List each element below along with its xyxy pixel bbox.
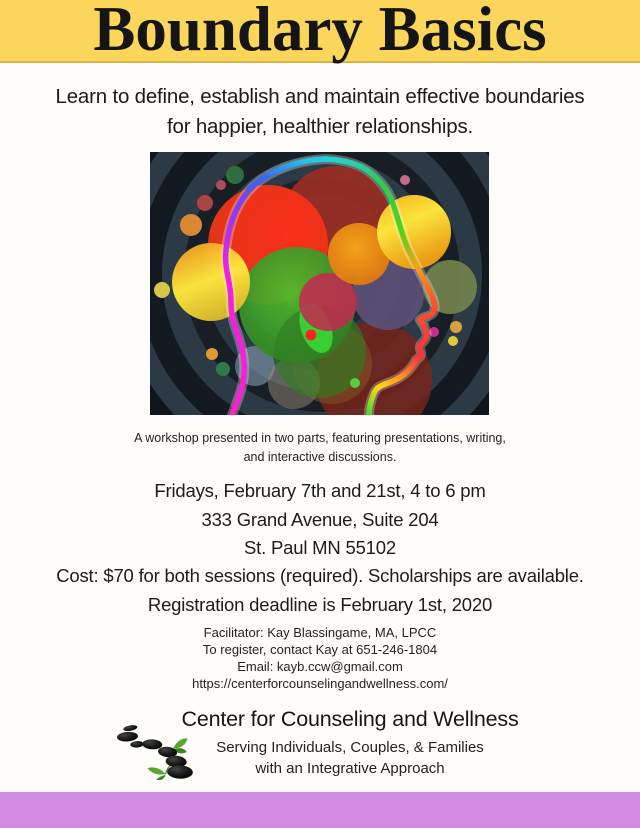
schedule-block: [0, 477, 640, 563]
organization-tagline-2: with an Integrative Approach: [255, 760, 445, 777]
website-line: https://centerforcounselingandwellness.com/: [192, 676, 448, 691]
organization-name: Center for Counseling and Wellness: [181, 707, 519, 731]
cost-block: [0, 562, 640, 619]
contact-block: [0, 624, 640, 692]
schedule-city: St. Paul MN 55102: [244, 537, 396, 558]
deadline-line: Registration deadline is February 1st, 2020: [147, 593, 493, 615]
organization-tagline-1: Serving Individuals, Couples, & Families: [216, 739, 484, 756]
footer-banner: [0, 792, 640, 828]
phone-line: To register, contact Kay at 651-246-1804: [202, 642, 438, 657]
caption-line-2: and interactive discussions.: [243, 449, 397, 464]
cost-line: Cost: $70 for both sessions (required). Scholarships are available.: [56, 565, 584, 586]
caption-line-1: A workshop presented in two parts, featuring presentations, writing,: [134, 431, 506, 445]
header-banner: [0, 0, 640, 63]
intro-text: [0, 82, 640, 142]
organization-block: [0, 704, 640, 779]
schedule-address: 333 Grand Avenue, Suite 204: [201, 508, 439, 530]
email-line: Email: kayb.ccw@gmail.com: [237, 659, 403, 674]
page-title: Boundary Basics: [93, 0, 547, 64]
intro-line-2: for happier, healthier relationships.: [167, 115, 473, 138]
intro-line-1: Learn to define, establish and maintain effective boundaries: [55, 85, 585, 108]
workshop-caption: [0, 429, 640, 466]
schedule-datetime: Fridays, February 7th and 21st, 4 to 6 pm: [154, 480, 486, 501]
facilitator-line: Facilitator: Kay Blassingame, MA, LPCC: [203, 625, 437, 640]
head-profile-art: [150, 152, 489, 415]
